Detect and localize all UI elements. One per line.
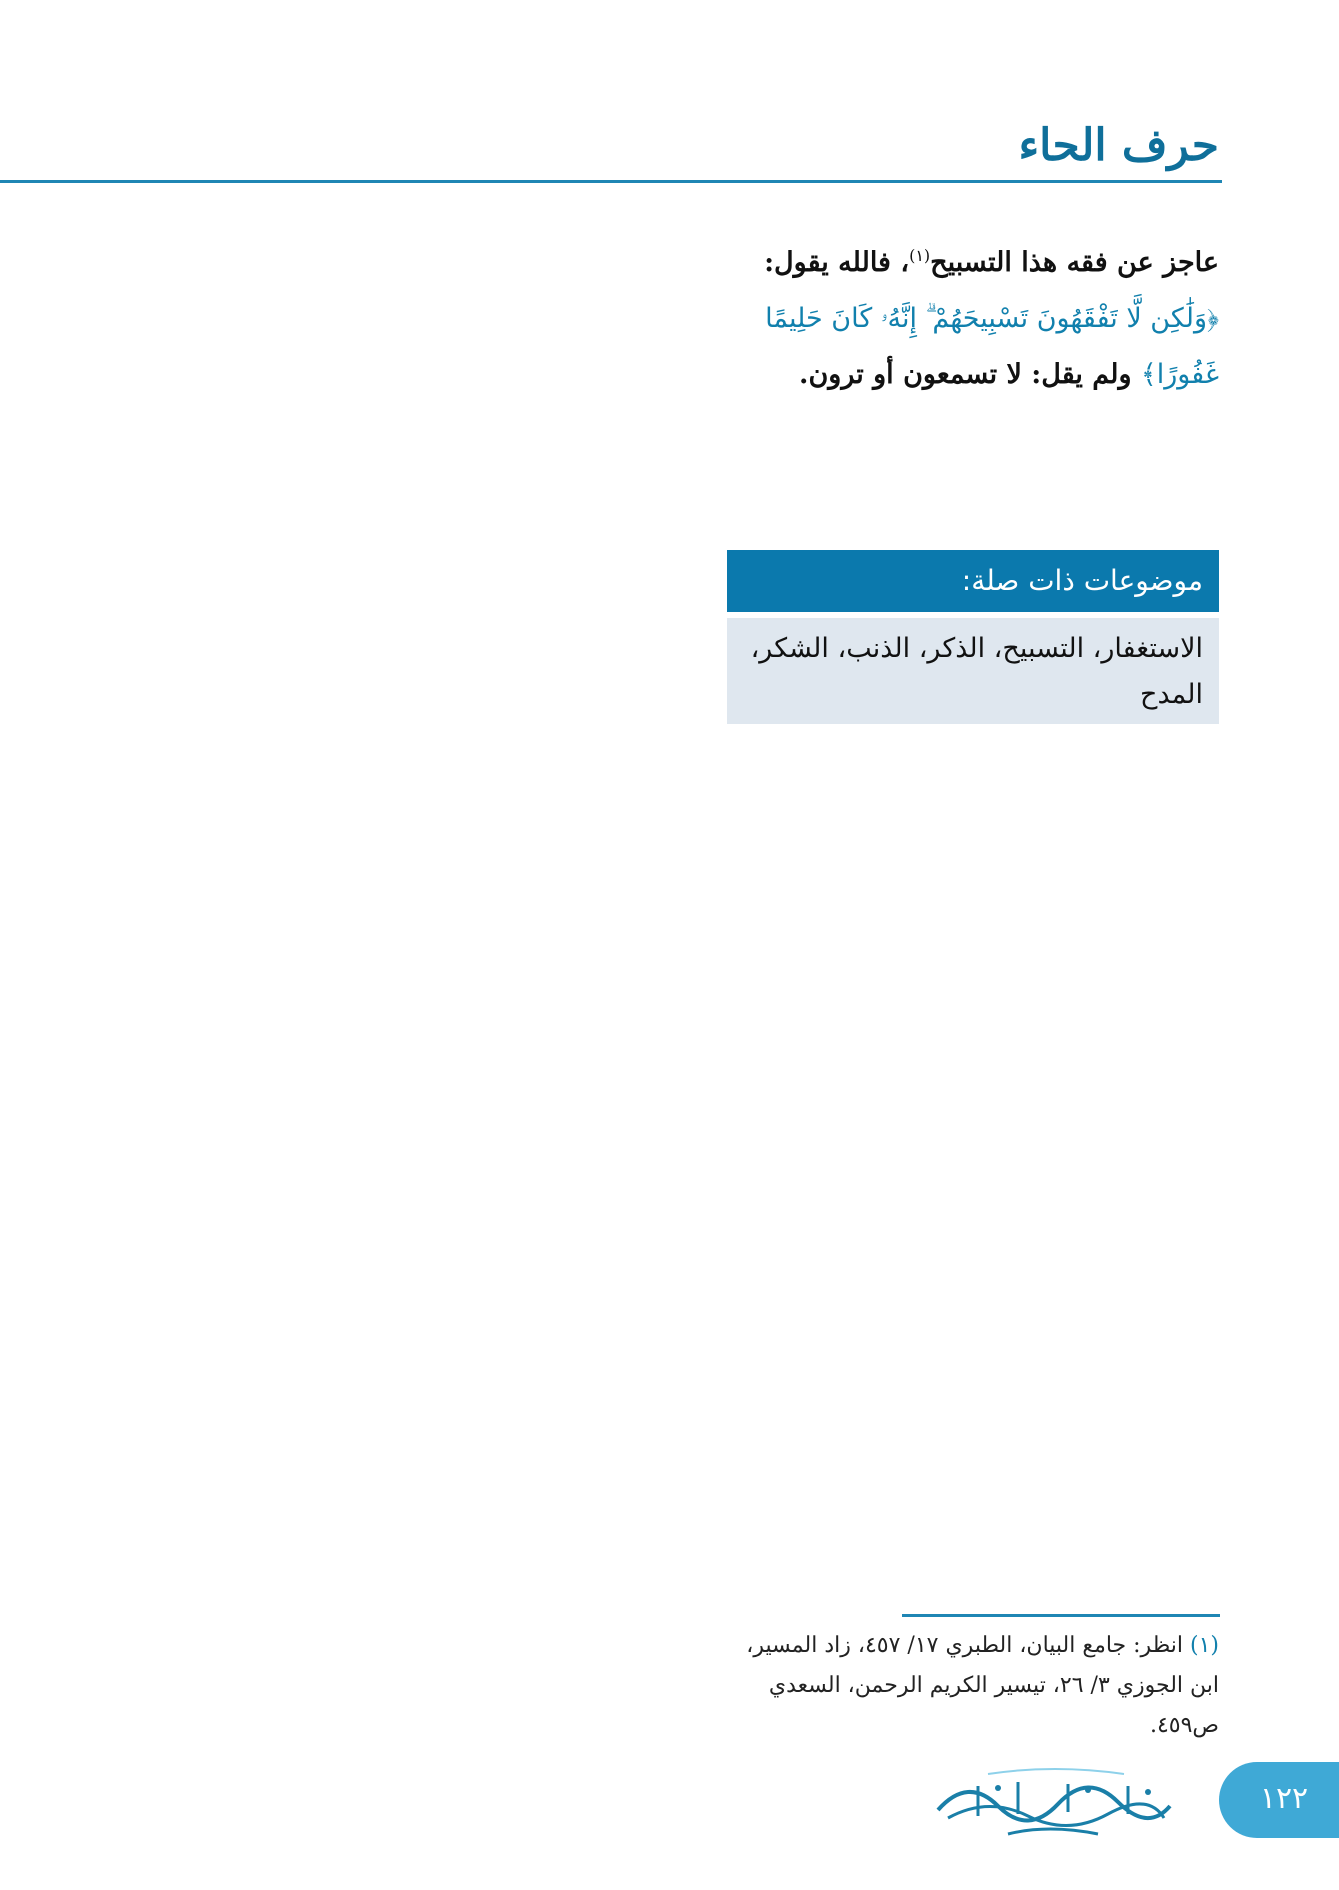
footnote-text: انظر: جامع البيان، الطبري ١٧/ ٤٥٧، زاد المسير، ابن الجوزي ٣/ ٢٦، تيسير الكريم الرحمن، السعدي ص٤٥٩.	[746, 1633, 1219, 1738]
logo-calligraphy-icon	[928, 1766, 1180, 1846]
footnote-divider	[902, 1614, 1220, 1617]
paragraph-line-1	[699, 228, 1219, 291]
footnote-ref[interactable]: (١)	[909, 246, 931, 265]
page-title: حرف الحاء	[1018, 120, 1219, 171]
main-paragraph	[699, 228, 1219, 403]
encyclopedia-logo	[928, 1766, 1180, 1846]
header-divider	[0, 180, 1222, 183]
page-number: ١٢٢	[1259, 1781, 1309, 1816]
paragraph-text: عاجز عن فقه هذا التسبيح	[930, 247, 1219, 278]
related-topics-heading: موضوعات ذات صلة:	[727, 550, 1219, 612]
paragraph-line-3	[699, 347, 1219, 403]
related-topics-list: الاستغفار، التسبيح، الذكر، الذنب، الشكر، المدح	[727, 618, 1219, 724]
footnote	[719, 1626, 1219, 1746]
quran-verse-line: ﴿وَلَٰكِن لَّا تَفْقَهُونَ تَسْبِيحَهُمْ ۗ إِنَّهُۥ كَانَ حَلِيمًا	[765, 303, 1219, 334]
footnote-number: (١)	[1189, 1633, 1219, 1658]
paragraph-text-end: ولم يقل: لا تسمعون أو ترون.	[799, 359, 1141, 390]
paragraph-text-tail: ، فالله يقول:	[764, 247, 910, 278]
quran-verse-end: غَفُورًا﴾	[1140, 359, 1219, 390]
